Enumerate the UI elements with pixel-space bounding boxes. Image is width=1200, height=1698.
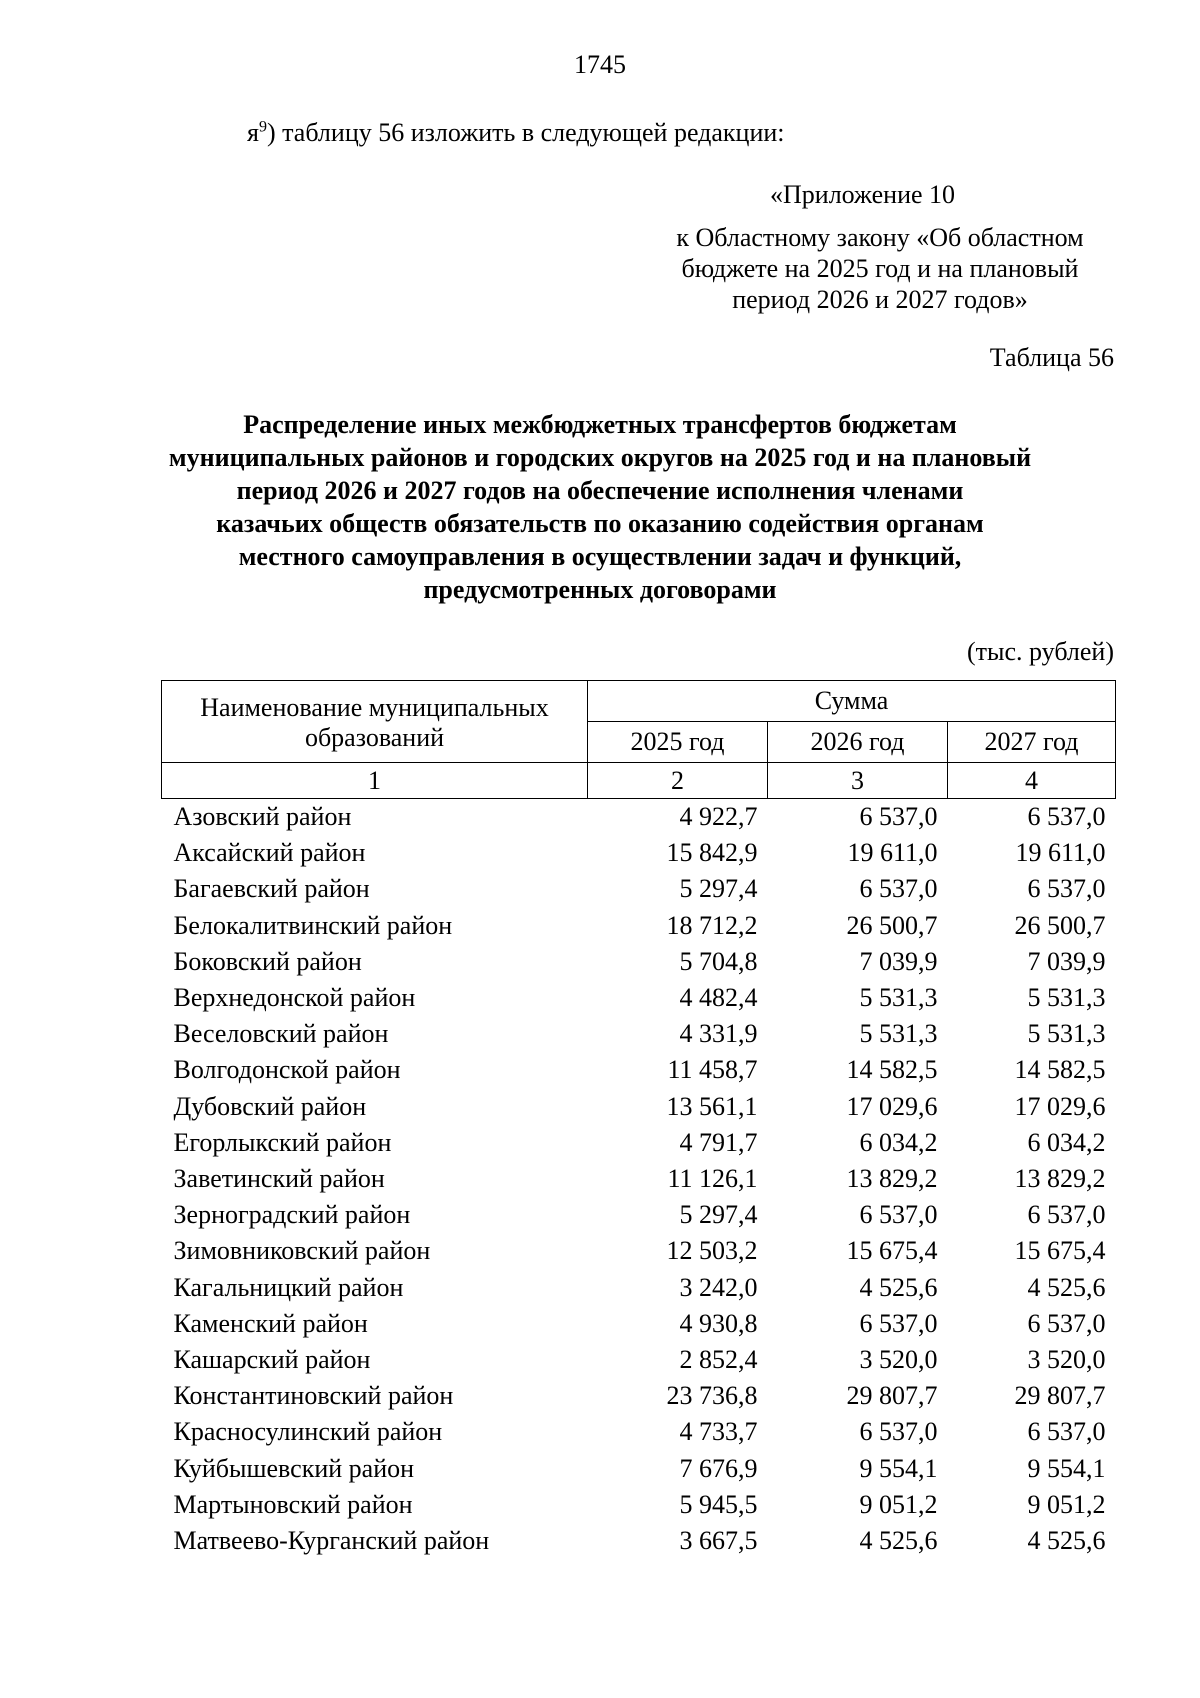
amount-2027: 26 500,7: [1014, 910, 1106, 940]
amount-2025: 5 704,8: [679, 946, 758, 976]
table-row: [162, 1089, 1116, 1125]
municipality-name: Куйбышевский район: [173, 1453, 415, 1483]
heading-line: период 2026 и 2027 годов на обеспечение исполнения членами: [236, 476, 964, 505]
amount-2026: 3 520,0: [859, 1345, 938, 1375]
municipality-name: Веселовский район: [173, 1019, 389, 1049]
appendix-ref-line: к Областному закону «Об областном: [676, 223, 1084, 252]
amount-2026: 6 537,0: [859, 802, 938, 831]
amount-2026: 7 039,9: [859, 946, 938, 976]
amount-2025: 5 297,4: [679, 874, 758, 904]
table-row: [162, 835, 1116, 871]
amount-2026: 6 537,0: [859, 1308, 938, 1338]
amount-2025: 2 852,4: [679, 1345, 758, 1375]
amount-2025: 23 736,8: [666, 1381, 758, 1411]
table-row: [162, 1342, 1116, 1378]
amount-2026: 6 537,0: [859, 874, 938, 904]
municipality-name: Кагальницкий район: [173, 1272, 404, 1302]
amount-2027: 13 829,2: [1014, 1164, 1106, 1194]
table-row: [162, 799, 1116, 836]
amount-2026: 9 051,2: [859, 1489, 938, 1519]
amount-2025: 3 667,5: [679, 1526, 758, 1556]
amount-2027: 14 582,5: [1014, 1055, 1106, 1085]
intro-text: ) таблицу 56 изложить в следующей редакции:: [266, 118, 785, 147]
header-year-2027: 2027 год: [948, 722, 1116, 763]
heading-line: муниципальных районов и городских округов на 2025 год и на плановый: [168, 443, 1032, 472]
amount-2027: 17 029,6: [1014, 1091, 1106, 1121]
amount-2027: 5 531,3: [1027, 983, 1106, 1013]
amount-2026: 19 611,0: [847, 838, 938, 868]
table-row: [162, 1016, 1116, 1052]
table-row: [162, 871, 1116, 907]
transfers-table: [161, 680, 1116, 1559]
amount-2027: 6 537,0: [1027, 802, 1106, 831]
heading-line: Распределение иных межбюджетных трансфертов бюджетам: [243, 410, 957, 439]
amount-2026: 5 531,3: [859, 983, 938, 1013]
header-municipality: Наименование муниципальных образований: [162, 681, 588, 763]
amount-2025: 5 945,5: [679, 1489, 758, 1519]
amount-2025: 13 561,1: [666, 1091, 758, 1121]
column-number: 3: [768, 763, 948, 799]
amount-2026: 4 525,6: [859, 1526, 938, 1556]
heading-line: казачьих обществ обязательств по оказанию содействия органам: [216, 509, 984, 538]
table-body: [162, 799, 1116, 1560]
amount-2025: 11 458,7: [667, 1055, 758, 1085]
heading-line: местного самоуправления в осуществлении задач и функций,: [238, 542, 962, 571]
amount-2025: 12 503,2: [666, 1236, 758, 1266]
page-number: 1745: [574, 50, 626, 79]
amount-2026: 29 807,7: [846, 1381, 938, 1411]
amount-2026: 13 829,2: [846, 1164, 938, 1194]
amount-2026: 5 531,3: [859, 1019, 938, 1049]
amount-2027: 9 554,1: [1027, 1453, 1106, 1483]
table-row: [162, 908, 1116, 944]
municipality-name: Мартыновский район: [173, 1489, 413, 1519]
table-row: [162, 1052, 1116, 1088]
appendix-ref-line: бюджете на 2025 год и на плановый: [681, 254, 1079, 283]
table-row: [162, 1487, 1116, 1523]
amount-2027: 5 531,3: [1027, 1019, 1106, 1049]
municipality-name: Зимовниковский район: [173, 1236, 431, 1266]
municipality-name: Азовский район: [173, 802, 352, 831]
intro-paragraph: [247, 118, 785, 148]
municipality-name: Волгодонской район: [173, 1055, 401, 1085]
appendix-reference: [620, 222, 1140, 315]
amount-2026: 9 554,1: [859, 1453, 938, 1483]
table-row: [162, 1378, 1116, 1414]
table-row: [162, 1306, 1116, 1342]
column-number: 2: [588, 763, 768, 799]
municipality-name: Красносулинский район: [173, 1417, 443, 1447]
amount-2027: 6 537,0: [1027, 1200, 1106, 1230]
amount-2027: 4 525,6: [1027, 1526, 1106, 1556]
table-row: [162, 1161, 1116, 1197]
table-row: [162, 1270, 1116, 1306]
table-row: [162, 1414, 1116, 1450]
appendix-title: «Приложение 10: [770, 180, 956, 209]
header-sum: Сумма: [588, 681, 1116, 722]
table-row: [162, 980, 1116, 1016]
municipality-name: Багаевский район: [173, 874, 370, 904]
municipality-name: Константиновский район: [173, 1381, 454, 1411]
amount-2027: 15 675,4: [1014, 1236, 1106, 1266]
amount-2025: 7 676,9: [679, 1453, 758, 1483]
amount-2027: 7 039,9: [1027, 946, 1106, 976]
header-year-2026: 2026 год: [768, 722, 948, 763]
appendix-ref-line: период 2026 и 2027 годов»: [732, 285, 1028, 314]
municipality-name: Кашарский район: [173, 1345, 371, 1375]
municipality-name: Заветинский район: [173, 1164, 385, 1194]
municipality-name: Дубовский район: [173, 1091, 367, 1121]
municipality-name: Белокалитвинский район: [173, 910, 453, 940]
municipality-name: Верхнедонской район: [173, 983, 416, 1013]
intro-prefix: я: [247, 118, 259, 147]
amount-2025: 4 791,7: [679, 1127, 758, 1157]
column-number: 4: [948, 763, 1116, 799]
amount-2027: 6 537,0: [1027, 1308, 1106, 1338]
table-row: [162, 944, 1116, 980]
amount-2026: 17 029,6: [846, 1091, 938, 1121]
amount-2027: 9 051,2: [1027, 1489, 1106, 1519]
amount-2027: 6 537,0: [1027, 874, 1106, 904]
amount-2025: 11 126,1: [667, 1164, 758, 1194]
amount-2026: 6 034,2: [859, 1127, 938, 1157]
municipality-name: Каменский район: [173, 1308, 368, 1338]
municipality-name: Боковский район: [173, 946, 362, 976]
amount-2027: 6 537,0: [1027, 1417, 1106, 1447]
table-row: [162, 1523, 1116, 1559]
amount-2025: 3 242,0: [679, 1272, 758, 1302]
municipality-name: Зерноградский район: [173, 1200, 411, 1230]
units-label: (тыс. рублей): [966, 637, 1114, 666]
amount-2025: 15 842,9: [666, 838, 758, 868]
header-year-2025: 2025 год: [588, 722, 768, 763]
municipality-name: Матвеево-Курганский район: [173, 1526, 490, 1556]
amount-2025: 4 482,4: [679, 983, 758, 1013]
amount-2025: 18 712,2: [666, 910, 758, 940]
table-header: [162, 681, 1116, 799]
table-row: [162, 1125, 1116, 1161]
amount-2026: 26 500,7: [846, 910, 938, 940]
amount-2027: 6 034,2: [1027, 1127, 1106, 1157]
heading-line: предусмотренных договорами: [423, 575, 777, 604]
municipality-name: Егорлыкский район: [173, 1127, 392, 1157]
amount-2027: 19 611,0: [1015, 838, 1106, 868]
amount-2027: 29 807,7: [1014, 1381, 1106, 1411]
table-row: [162, 1233, 1116, 1269]
amount-2026: 15 675,4: [846, 1236, 938, 1266]
municipality-name: Аксайский район: [173, 838, 366, 868]
table-row: [162, 1197, 1116, 1233]
amount-2027: 4 525,6: [1027, 1272, 1106, 1302]
amount-2025: 4 922,7: [679, 802, 758, 831]
table-heading: [140, 408, 1060, 606]
amount-2026: 4 525,6: [859, 1272, 938, 1302]
amount-2025: 4 930,8: [679, 1308, 758, 1338]
amount-2026: 14 582,5: [846, 1055, 938, 1085]
amount-2026: 6 537,0: [859, 1200, 938, 1230]
amount-2025: 4 733,7: [679, 1417, 758, 1447]
amount-2025: 4 331,9: [679, 1019, 758, 1049]
amount-2025: 5 297,4: [679, 1200, 758, 1230]
amount-2027: 3 520,0: [1027, 1345, 1106, 1375]
amount-2026: 6 537,0: [859, 1417, 938, 1447]
table-row: [162, 1451, 1116, 1487]
column-number: 1: [162, 763, 588, 799]
intro-superscript: 9: [258, 118, 267, 136]
table-number: Таблица 56: [989, 343, 1114, 372]
